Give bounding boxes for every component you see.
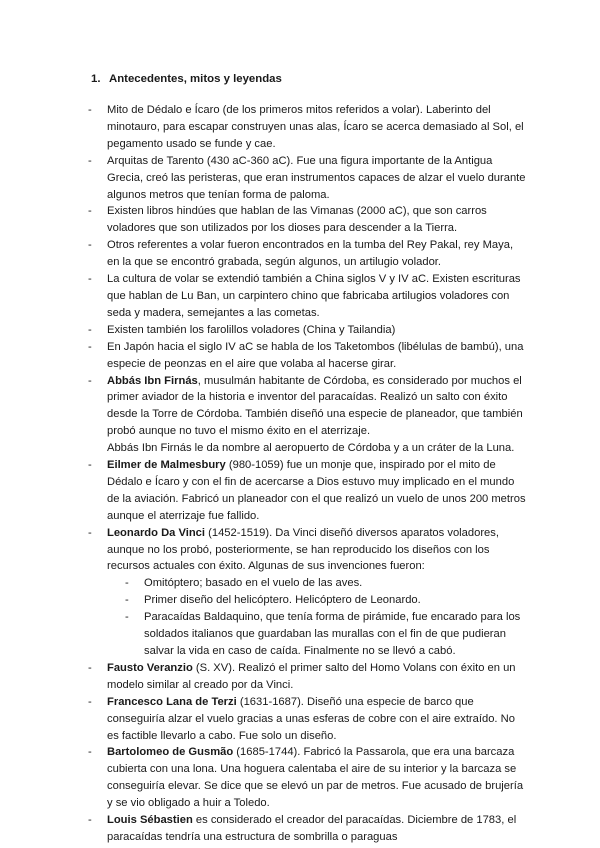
list-item — [88, 660, 528, 694]
list-dash: - — [88, 273, 92, 286]
sub-item-text: Paracaídas Baldaquino, que tenía forma de pirámide, fue encarado para los soldados italianos que guardaban las murallas con el fin de que pudieran salvar la vida en caso de caída. Finalmente no se llevó a cabó. — [144, 611, 521, 657]
list-item — [88, 525, 528, 660]
section-heading — [91, 73, 282, 85]
list-dash: - — [88, 746, 92, 759]
item-text: Existen libros hindúes que hablan de las Vimanas (2000 aC), que son carros voladores que son utilizados por los dioses para descender a la Tierra. — [107, 205, 487, 235]
list-item — [88, 203, 528, 237]
list-dash: - — [88, 205, 92, 218]
list-item — [88, 694, 528, 745]
item-text: (1452-1519). Da Vinci diseñó diversos aparatos voladores, aunque no los probó, posteriormente, se han reproducido los diseños con los recursos actuales con éxito. Algunas de sus invenciones fueron: — [107, 526, 499, 573]
sub-list-item — [125, 592, 528, 609]
list-dash: - — [88, 340, 92, 353]
list-dash: - — [88, 459, 92, 472]
item-text: Existen también los farolillos voladores (China y Tailandia) — [107, 323, 396, 336]
item-text: En Japón hacia el siglo IV aC se habla de los Taketombos (libélulas de bambú), una especie de peonzas en el aire que volaba al hacerse girar. — [107, 340, 524, 370]
list-item — [88, 237, 528, 271]
item-name: Francesco Lana de Terzi — [107, 695, 237, 708]
item-text: es considerado el creador del paracaídas. Diciembre de 1783, el paracaídas tendría una estructura de sombrilla o paraguas — [107, 814, 517, 843]
item-text: (S. XV). Realizó el primer salto del Homo Volans con éxito en un modelo similar al creado por da Vinci. — [107, 661, 516, 691]
list-item — [88, 744, 528, 812]
section-title: Antecedentes, mitos y leyendas — [109, 73, 282, 85]
list-item — [88, 271, 528, 322]
list-dash: - — [88, 104, 92, 116]
list-dash: - — [88, 154, 92, 167]
list-item — [88, 812, 528, 846]
list-item — [88, 457, 528, 525]
item-text: (980-1059) fue un monje que, inspirado por el mito de Dédalo e Ícaro y con el fin de acercarse a Dios estuvo muy implicado en el mundo de la aviación. Fabricó un planeador con el que realizó un vuelo de unos 200 metros aunque el aterrizaje fue fallido. — [107, 459, 526, 522]
item-text: Arquitas de Tarento (430 aC-360 aC). Fue una figura importante de la Antigua Grecia, creó las peristeras, que eran instrumentos capaces de alzar el vuelo durante algunos metros que tenían forma de paloma. — [107, 154, 526, 201]
sub-list-dash: - — [125, 577, 129, 590]
bullet-list — [88, 102, 528, 846]
item-extra-text: Abbás Ibn Firnás le da nombre al aeropuerto de Córdoba y a un cráter de la Luna. — [107, 442, 515, 455]
list-item — [88, 373, 528, 458]
item-name: Abbás Ibn Firnás — [107, 374, 198, 387]
item-text: Mito de Dédalo e Ícaro (de los primeros mitos referidos a volar). Laberinto del minotauro, para escapar construyen unas alas, Ícaro se acerca demasiado al Sol, el pegamento usado se funde y cae. — [107, 104, 524, 150]
item-name: Eilmer de Malmesbury — [107, 459, 226, 472]
item-text: , musulmán habitante de Córdoba, es considerado por muchos el primer aviador de la historia e inventor del paracaídas. Realizó un salto con éxito desde la Torre de Córdoba. También diseñó una especie de planeador, que también probó aunque no tuvo el mismo éxito en el aterrizaje. — [107, 374, 523, 438]
list-dash: - — [88, 239, 92, 252]
item-name: Leonardo Da Vinci — [107, 526, 206, 539]
list-item — [88, 153, 528, 204]
list-dash: - — [88, 661, 92, 674]
item-text: La cultura de volar se extendió también a China siglos V y IV aC. Existen escrituras que hablan de Lu Ban, un carpintero chino que fabricaba artilugios voladores con seda y madera, semejantes a las cometas. — [107, 273, 521, 319]
sub-list — [107, 575, 528, 660]
sub-list-item — [125, 575, 528, 592]
list-item — [88, 102, 528, 153]
item-name: Fausto Veranzio — [107, 661, 193, 674]
sub-list-item — [125, 609, 528, 660]
sub-list-dash: - — [125, 594, 129, 607]
item-text: Otros referentes a volar fueron encontrados en la tumba del Rey Pakal, rey Maya, en la que se encontró grabada, según algunos, un artilugio volador. — [107, 239, 514, 269]
sub-list-dash: - — [125, 611, 129, 624]
item-text: (1685-1744). Fabricó la Passarola, que era una barcaza cubierta con una lona. Una hoguera calentaba el aire de su interior y la barcaza se conseguiría elevar. Se dice que se elevó un par de metros. Fue acusado de brujería y se vio obligado a huir a Toledo. — [107, 746, 524, 810]
item-text: (1631-1687). Diseñó una especie de barco que conseguiría alzar el vuelo gracias a unas esferas de cobre con el aire extraído. No es factible llevarlo a cabo. Fue solo un diseño. — [107, 695, 515, 742]
list-item — [88, 339, 528, 373]
list-item — [88, 322, 528, 339]
section-number: 1. — [91, 73, 101, 85]
item-name: Bartolomeo de Gusmão — [107, 746, 234, 759]
list-dash: - — [88, 323, 92, 336]
list-dash: - — [88, 374, 92, 387]
item-name: Louis Sébastien — [107, 814, 193, 827]
list-dash: - — [88, 814, 92, 827]
sub-item-text: Primer diseño del helicóptero. Helicóptero de Leonardo. — [144, 594, 421, 607]
list-dash: - — [88, 695, 92, 708]
list-dash: - — [88, 526, 92, 539]
sub-item-text: Omitóptero; basado en el vuelo de las aves. — [144, 577, 363, 590]
